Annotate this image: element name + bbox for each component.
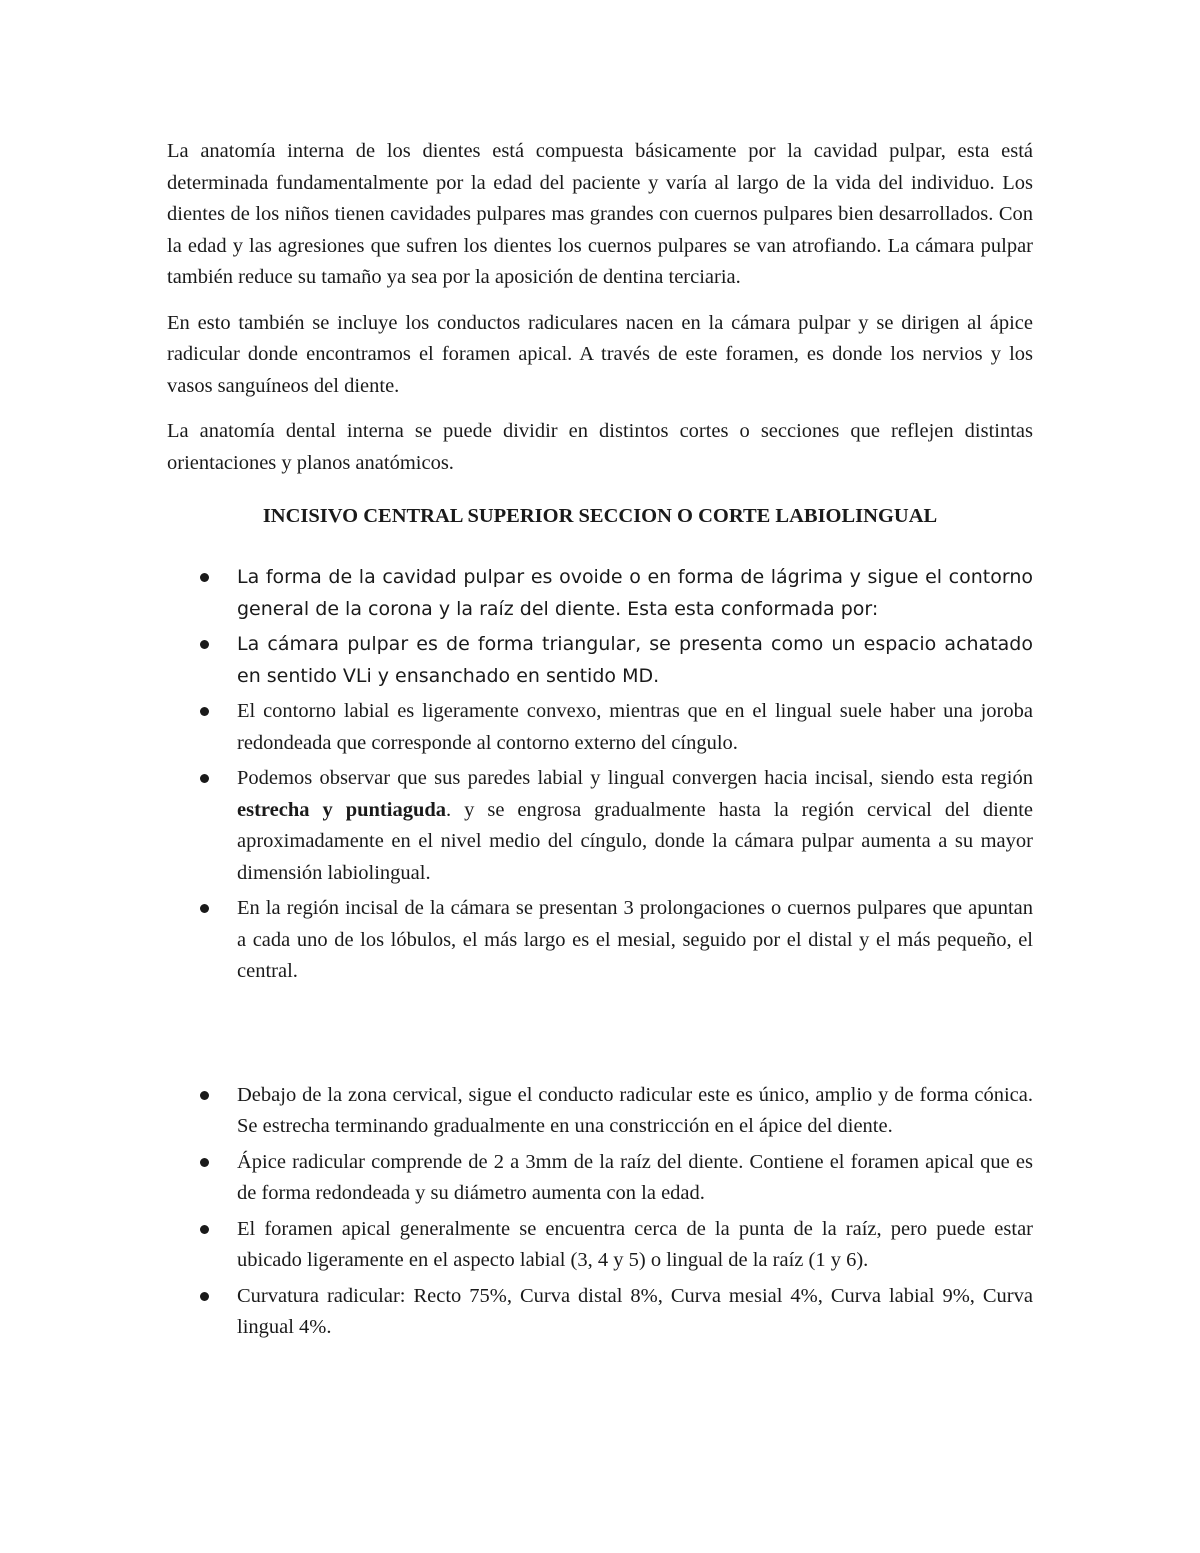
bullet-icon: [200, 640, 209, 649]
list-item-text: La forma de la cavidad pulpar es ovoide o en forma de lágrima y sigue el contorno general de la corona y la raíz del diente. Esta esta conformada por:: [237, 566, 1033, 620]
list-item-text: Curvatura radicular: Recto 75%, Curva distal 8%, Curva mesial 4%, Curva labial 9%, Curva lingual 4%.: [237, 1284, 1033, 1338]
bullet-icon: [200, 1225, 209, 1234]
bullet-list-2: [167, 1080, 1033, 1344]
list-item: [167, 629, 1033, 692]
bullet-icon: [200, 774, 209, 783]
list-item: [167, 763, 1033, 889]
list-item: [167, 562, 1033, 625]
bullet-list-1: [167, 562, 1033, 988]
list-item: [167, 1281, 1033, 1344]
list-item-text: La cámara pulpar es de forma triangular, se presenta como un espacio achatado en sentido VLi y ensanchado en sentido MD.: [237, 633, 1033, 687]
list-item-bold-text: estrecha y puntiaguda: [237, 798, 446, 821]
list-item: [167, 696, 1033, 759]
list-item-text: Ápice radicular comprende de 2 a 3mm de la raíz del diente. Contiene el foramen apical que es de forma redondeada y su diámetro aumenta con la edad.: [237, 1150, 1033, 1204]
bullet-icon: [200, 1091, 209, 1100]
bullet-icon: [200, 707, 209, 716]
list-item: [167, 1147, 1033, 1210]
bullet-icon: [200, 1158, 209, 1167]
intro-paragraph-2: En esto también se incluye los conductos radiculares nacen en la cámara pulpar y se dirigen al ápice radicular donde encontramos el foramen apical. A través de este foramen, es donde los nervios y los vasos sanguíneos del diente.: [167, 311, 1033, 397]
bullet-icon: [200, 904, 209, 913]
list-item: [167, 1214, 1033, 1277]
bullet-icon: [200, 1292, 209, 1301]
list-item: [167, 1080, 1033, 1143]
document-page: [167, 136, 1033, 1348]
bullet-icon: [200, 573, 209, 582]
list-item: [167, 893, 1033, 988]
list-item-text-after: . y se engrosa gradualmente hasta la región cervical del diente aproximadamente en el nivel medio del cíngulo, donde la cámara pulpar aumenta a su mayor dimensión labiolingual.: [237, 798, 1033, 884]
list-item-text-before: Podemos observar que sus paredes labial y lingual convergen hacia incisal, siendo esta región: [237, 767, 1033, 789]
intro-paragraph-1: La anatomía interna de los dientes está compuesta básicamente por la cavidad pulpar, esta está determinada fundamentalmente por la edad del paciente y varía al largo de la vida del individuo. Los dientes de los niños tienen cavidades pulpares mas grandes con cuernos pulpares bien desarrollados. Con la edad y las agresiones que sufren los dientes los cuernos pulpares se van atrofiando. La cámara pulpar también reduce su tamaño ya sea por la aposición de dentina terciaria.: [167, 140, 1033, 288]
list-item-text: El foramen apical generalmente se encuentra cerca de la punta de la raíz, pero puede estar ubicado ligeramente en el aspecto labial (3, 4 y 5) o lingual de la raíz (1 y 6).: [237, 1217, 1033, 1271]
section-heading: INCISIVO CENTRAL SUPERIOR SECCION O CORTE LABIOLINGUAL: [262, 505, 938, 527]
intro-paragraph-3: La anatomía dental interna se puede dividir en distintos cortes o secciones que reflejen distintas orientaciones y planos anatómicos.: [167, 420, 1033, 474]
list-item-text: Debajo de la zona cervical, sigue el conducto radicular este es único, amplio y de forma cónica. Se estrecha terminando gradualmente en una constricción en el ápice del diente.: [237, 1083, 1033, 1137]
list-item-text: El contorno labial es ligeramente convexo, mientras que en el lingual suele haber una joroba redondeada que corresponde al contorno externo del cíngulo.: [237, 700, 1033, 754]
list-item-text: En la región incisal de la cámara se presentan 3 prolongaciones o cuernos pulpares que apuntan a cada uno de los lóbulos, el más largo es el mesial, seguido por el distal y el más pequeño, el central.: [237, 897, 1033, 982]
